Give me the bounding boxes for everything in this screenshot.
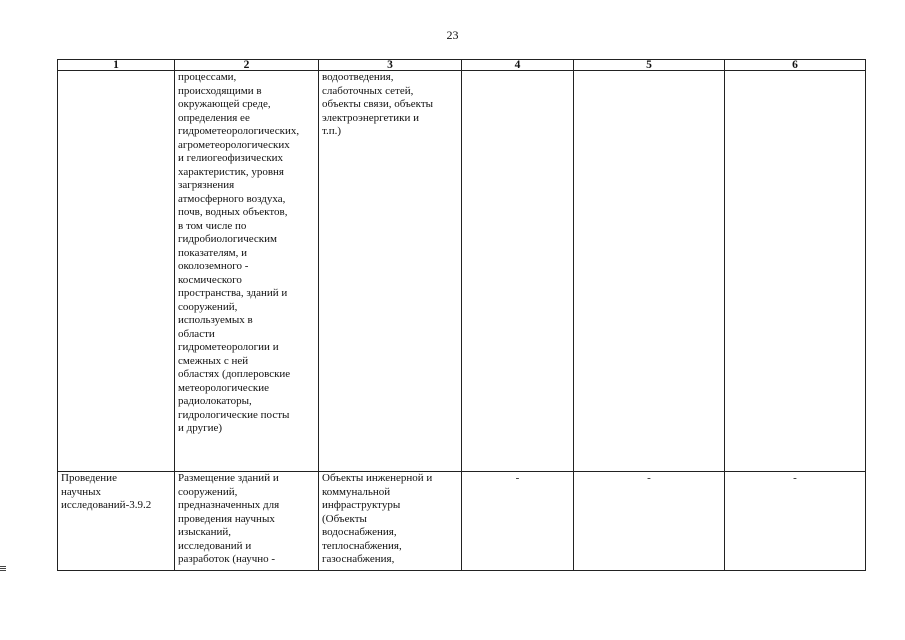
scan-margin-mark xyxy=(0,566,6,572)
empty-value-dash: - xyxy=(515,472,520,484)
column-header-5: 5 xyxy=(574,60,725,71)
regulation-table xyxy=(57,59,866,571)
table-cell xyxy=(319,71,462,472)
table-cell xyxy=(58,71,175,472)
table-row xyxy=(58,71,866,472)
empty-value-dash: - xyxy=(793,472,797,484)
column-header-4: 4 xyxy=(462,60,574,71)
table-cell xyxy=(725,71,866,472)
table-row xyxy=(58,472,866,571)
table-cell xyxy=(175,71,319,472)
table-cell xyxy=(574,472,725,571)
empty-value-dash: - xyxy=(647,472,651,484)
permitted-use-description: процессами, происходящими в окружающей среде, определения ее гидрометеорологических, агрометеорологических и гелиогеофизических характеристик, уровня загрязнения атмосферного воздуха, почв, водных объектов, в том числе по гидробиологическим показателям, и околоземного - космического пространства, зданий и сооружений, используемых в области гидрометеорологии и смежных с ней областях (доплеровские метеорологические радиолокаторы, гидрологические посты и другие) xyxy=(178,71,300,434)
use-type-name: Проведение научных исследований-3.9.2 xyxy=(61,472,152,511)
auxiliary-use-description: Объекты инженерной и коммунальной инфраструктуры (Объекты водоснабжения, теплоснабжения, газоснабжения, xyxy=(322,472,433,565)
table-cell xyxy=(175,472,319,571)
page-number: 23 xyxy=(446,28,459,42)
table-cell xyxy=(462,472,574,571)
column-header-6: 6 xyxy=(725,60,866,71)
column-header-3: 3 xyxy=(319,60,462,71)
column-header-2: 2 xyxy=(175,60,319,71)
table-cell xyxy=(319,472,462,571)
column-header-1: 1 xyxy=(58,60,175,71)
table-cell xyxy=(462,71,574,472)
permitted-use-description: Размещение зданий и сооружений, предназначенных для проведения научных изысканий, исследований и разработок (научно - xyxy=(178,472,280,565)
table-cell xyxy=(58,472,175,571)
table-cell xyxy=(725,472,866,571)
table-cell xyxy=(574,71,725,472)
header-row xyxy=(58,60,866,71)
auxiliary-use-description: водоотведения, слаботочных сетей, объекты связи, объекты электроэнергетики и т.п.) xyxy=(322,71,434,137)
